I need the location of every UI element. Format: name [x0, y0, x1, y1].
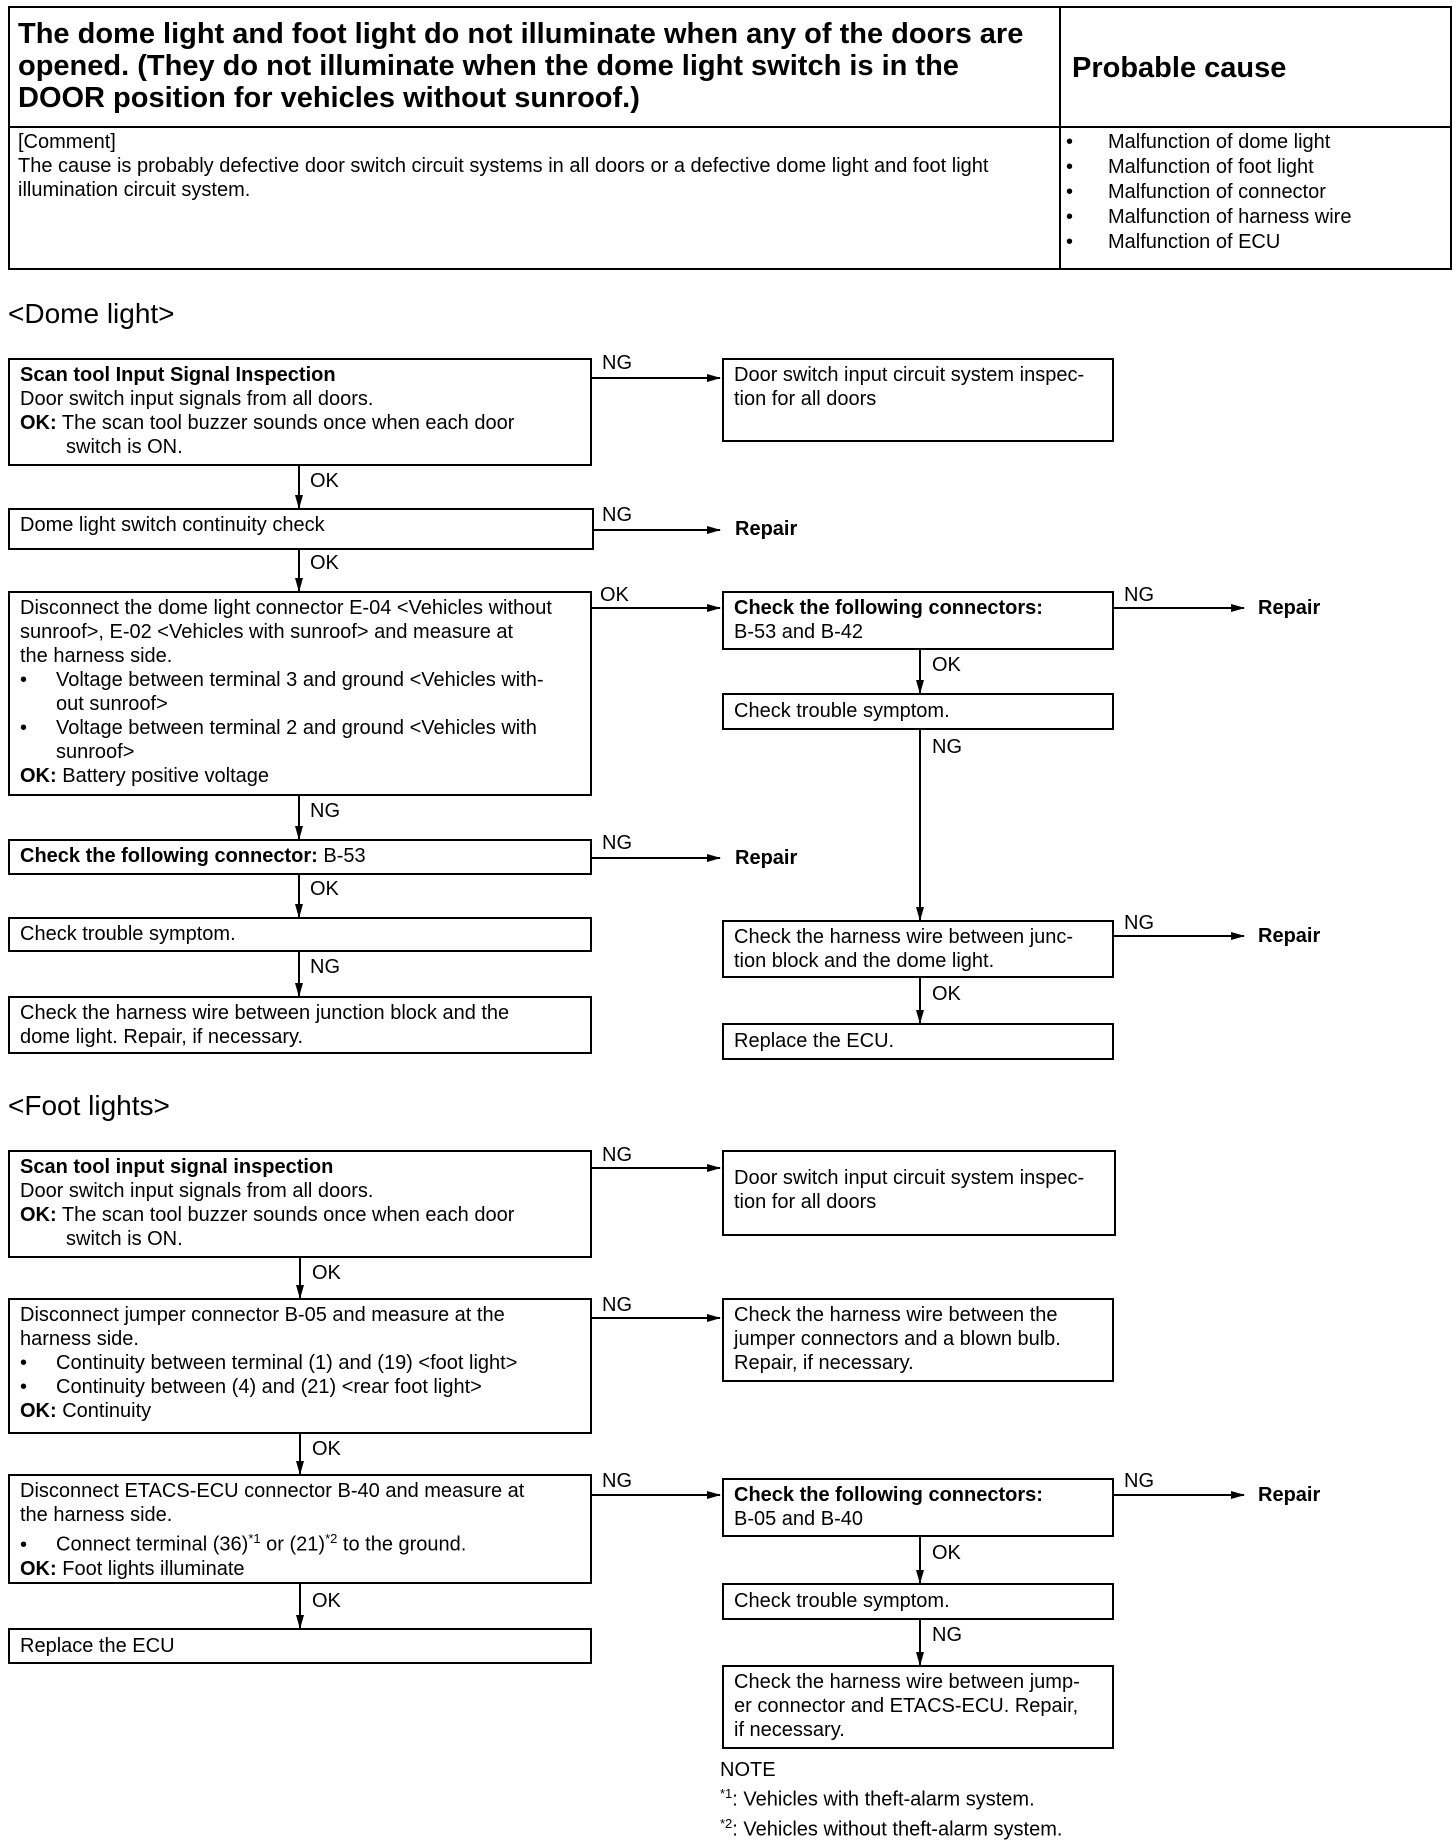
dome-scan-line: Door switch input signals from all doors. — [20, 388, 374, 410]
foot-door-switch-box — [722, 1150, 1116, 1236]
ng-label: NG — [1124, 1470, 1154, 1492]
foot-lights-heading: <Foot lights> — [8, 1090, 170, 1121]
ng-label: NG — [1124, 584, 1154, 606]
dome-disconnect-line: sunroof>, E-02 <Vehicles with sunroof> and measure at — [20, 621, 514, 643]
foot-harness-line: Check the harness wire between jump- — [734, 1671, 1080, 1693]
dome-light-heading: <Dome light> — [8, 298, 175, 329]
dome-door-switch-line: Door switch input circuit system inspec- — [734, 364, 1085, 386]
dome-harness-right-line: Check the harness wire between junc- — [734, 926, 1074, 948]
cause-item: • Malfunction of ECU — [1066, 230, 1351, 255]
dome-disconnect-box — [8, 591, 592, 796]
dome-harness-right-box — [722, 920, 1114, 978]
foot-connectors-title: Check the following connectors: — [734, 1484, 1043, 1506]
ok-label: OK — [932, 654, 961, 676]
foot-harness-line: if necessary. — [734, 1719, 845, 1741]
cause-item: • Malfunction of foot light — [1066, 155, 1351, 180]
dome-scan-ok-cont: switch is ON. — [66, 436, 183, 458]
ng-label: NG — [602, 1144, 632, 1166]
comment-label: [Comment] — [18, 131, 116, 153]
dome-disconnect-line: the harness side. — [20, 645, 173, 667]
foot-scan-ok: OK: The scan tool buzzer sounds once when each door — [20, 1204, 515, 1226]
dome-connectors-box — [722, 591, 1114, 650]
foot-scan-box — [8, 1150, 592, 1258]
dome-replace-box — [722, 1023, 1114, 1060]
ng-label: NG — [602, 352, 632, 374]
dome-trouble-left-text: Check trouble symptom. — [20, 923, 236, 945]
foot-scan-ok-cont: switch is ON. — [66, 1228, 183, 1250]
repair-label: Repair — [735, 847, 798, 869]
ng-label: NG — [932, 1624, 962, 1646]
note-line: $^{*2}$: Vehicles without theft-alarm system. — [720, 1815, 1063, 1841]
dome-harness-right-line: tion block and the dome light. — [734, 950, 995, 972]
cause-item: • Malfunction of harness wire — [1066, 205, 1351, 230]
dome-continuity-text: Dome light switch continuity check — [20, 514, 325, 536]
foot-jumper-line: harness side. — [20, 1328, 139, 1350]
foot-connectors-list: B-05 and B-40 — [734, 1508, 863, 1530]
dome-disconnect-bullet-cont: out sunroof> — [56, 693, 168, 715]
ng-label: NG — [310, 956, 340, 978]
foot-jumper-right-line: jumper connectors and a blown bulb. — [734, 1328, 1061, 1350]
ng-label: NG — [602, 1470, 632, 1492]
dome-door-switch-box — [722, 358, 1114, 442]
foot-trouble-text: Check trouble symptom. — [734, 1590, 950, 1612]
foot-replace-text: Replace the ECU — [20, 1635, 175, 1657]
ng-label: NG — [602, 832, 632, 854]
dome-connectors-title: Check the following connectors: — [734, 597, 1043, 619]
dome-trouble-right-box — [722, 693, 1114, 730]
ng-label: NG — [1124, 912, 1154, 934]
repair-label: Repair — [1258, 597, 1321, 619]
dome-harness-left-line: dome light. Repair, if necessary. — [20, 1026, 304, 1048]
foot-jumper-right-line: Repair, if necessary. — [734, 1352, 914, 1374]
foot-door-switch-line: tion for all doors — [734, 1191, 877, 1213]
dome-disconnect-bullet-cont: sunroof> — [56, 741, 135, 763]
foot-jumper-bullet: • Continuity between terminal (1) and (19) <foot light> — [20, 1351, 580, 1375]
dome-scan-ok: OK: The scan tool buzzer sounds once when each door — [20, 412, 515, 434]
repair-label: Repair — [1258, 925, 1321, 947]
foot-door-switch-line: Door switch input circuit system inspec- — [734, 1167, 1085, 1189]
foot-trouble-box — [722, 1583, 1114, 1620]
foot-connectors-box — [722, 1478, 1114, 1537]
cause-item: • Malfunction of connector — [1066, 180, 1351, 205]
dome-connectors-list: B-53 and B-42 — [734, 621, 863, 643]
ng-label: NG — [602, 504, 632, 526]
ok-label: OK — [312, 1262, 341, 1284]
dome-scan-box — [8, 358, 592, 466]
foot-jumper-line: Disconnect jumper connector B-05 and measure at the — [20, 1304, 505, 1326]
repair-label: Repair — [735, 518, 798, 540]
comment-text: The cause is probably defective door switch circuit systems in all doors or a defective dome light and foot light illumination circuit system. — [18, 155, 989, 201]
foot-jumper-box — [8, 1298, 592, 1434]
foot-jumper-right-box — [722, 1298, 1114, 1382]
ok-label: OK — [310, 878, 339, 900]
dome-harness-left-line: Check the harness wire between junction block and the — [20, 1002, 510, 1024]
foot-harness-box — [722, 1665, 1114, 1749]
dome-disconnect-bullet: • Voltage between terminal 3 and ground <Vehicles with- — [20, 668, 580, 692]
note-line: $^{*1}$: Vehicles with theft-alarm system. — [720, 1786, 1035, 1811]
ok-label: OK — [310, 552, 339, 574]
foot-scan-title: Scan tool input signal inspection — [20, 1156, 334, 1178]
ok-label: OK — [312, 1438, 341, 1460]
dome-disconnect-ok: OK: Battery positive voltage — [20, 765, 270, 787]
foot-etacs-line: the harness side. — [20, 1504, 173, 1526]
dome-harness-left-box — [8, 996, 592, 1054]
foot-replace-box — [8, 1628, 592, 1664]
foot-etacs-line: Disconnect ETACS-ECU connector B-40 and measure at — [20, 1480, 525, 1502]
ok-label: OK — [310, 470, 339, 492]
foot-scan-line: Door switch input signals from all doors. — [20, 1180, 374, 1202]
cause-item: • Malfunction of dome light — [1066, 130, 1351, 155]
dome-trouble-right-text: Check trouble symptom. — [734, 700, 950, 722]
foot-jumper-right-line: Check the harness wire between the — [734, 1304, 1058, 1326]
ok-label: OK — [932, 1542, 961, 1564]
foot-etacs-bullet: • Connect terminal $(36)^{*1}$ or $(21)^{*2}$ to the ground. — [20, 1527, 580, 1557]
ng-label: NG — [602, 1294, 632, 1316]
note-title: NOTE — [720, 1759, 776, 1781]
dome-scan-title: Scan tool Input Signal Inspection — [20, 364, 336, 386]
ok-label: OK — [312, 1590, 341, 1612]
dome-continuity-box — [8, 508, 594, 550]
dome-disconnect-bullet: • Voltage between terminal 2 and ground <Vehicles with — [20, 716, 580, 740]
foot-etacs-box — [8, 1474, 592, 1584]
dome-replace-text: Replace the ECU. — [734, 1030, 895, 1052]
dome-disconnect-line: Disconnect the dome light connector E-04 <Vehicles without — [20, 597, 552, 619]
foot-jumper-ok: OK: Continuity — [20, 1400, 152, 1422]
foot-etacs-ok: OK: Foot lights illuminate — [20, 1557, 245, 1580]
foot-jumper-bullet: • Continuity between (4) and (21) <rear foot light> — [20, 1375, 580, 1399]
dome-b53-text: Check the following connector: B-53 — [20, 845, 366, 867]
ng-label: NG — [310, 800, 340, 822]
note-block — [720, 1758, 1062, 1841]
dome-b53-box — [8, 839, 592, 875]
ok-label: OK — [600, 584, 629, 606]
ok-label: OK — [932, 983, 961, 1005]
dome-door-switch-line: tion for all doors — [734, 388, 877, 410]
foot-harness-line: er connector and ETACS-ECU. Repair, — [734, 1695, 1079, 1717]
dome-trouble-left-box — [8, 917, 592, 952]
repair-label: Repair — [1258, 1484, 1321, 1506]
ng-label: NG — [932, 736, 962, 758]
symptom-title: The dome light and foot light do not illuminate when any of the doors are opened. (They do not illuminate when the dome light switch is in the DOOR position for vehicles without sunroof.) — [18, 18, 1024, 114]
probable-cause-heading: Probable cause — [1072, 52, 1287, 84]
